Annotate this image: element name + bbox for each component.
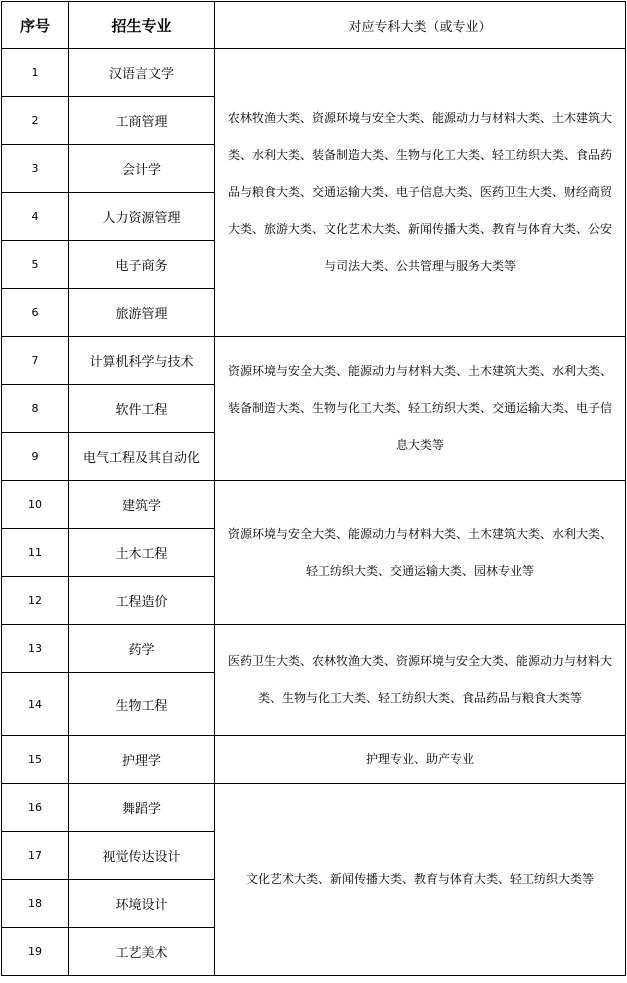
- row-major: 工程造价: [69, 577, 215, 625]
- row-major: 会计学: [69, 145, 215, 193]
- row-major: 旅游管理: [69, 289, 215, 337]
- row-index: 9: [2, 433, 69, 481]
- row-major: 生物工程: [69, 673, 215, 736]
- category-group-5: 护理专业、助产专业: [215, 736, 626, 784]
- row-major: 舞蹈学: [69, 784, 215, 832]
- row-major: 视觉传达设计: [69, 832, 215, 880]
- row-index: 1: [2, 49, 69, 97]
- row-index: 15: [2, 736, 69, 784]
- row-major: 汉语言文学: [69, 49, 215, 97]
- row-index: 2: [2, 97, 69, 145]
- row-index: 7: [2, 337, 69, 385]
- row-major: 软件工程: [69, 385, 215, 433]
- row-index: 19: [2, 928, 69, 976]
- table-row: [2, 625, 626, 673]
- row-major: 环境设计: [69, 880, 215, 928]
- row-index: 8: [2, 385, 69, 433]
- row-index: 16: [2, 784, 69, 832]
- table-row: [2, 49, 626, 97]
- major-category-table: [1, 1, 626, 976]
- category-group-4: 医药卫生大类、农林牧渔大类、资源环境与安全大类、能源动力与材料大类、生物与化工大类、轻工纺织大类、食品药品与粮食大类等: [215, 625, 626, 736]
- row-index: 4: [2, 193, 69, 241]
- table-row: [2, 736, 626, 784]
- row-index: 18: [2, 880, 69, 928]
- category-group-2: 资源环境与安全大类、能源动力与材料大类、土木建筑大类、水利大类、装备制造大类、生物与化工大类、轻工纺织大类、交通运输大类、电子信息大类等: [215, 337, 626, 481]
- row-major: 工艺美术: [69, 928, 215, 976]
- row-major: 工商管理: [69, 97, 215, 145]
- header-major: 招生专业: [69, 2, 215, 49]
- table-row: [2, 337, 626, 385]
- row-index: 3: [2, 145, 69, 193]
- row-index: 11: [2, 529, 69, 577]
- row-major: 电子商务: [69, 241, 215, 289]
- row-index: 10: [2, 481, 69, 529]
- category-group-3: 资源环境与安全大类、能源动力与材料大类、土木建筑大类、水利大类、轻工纺织大类、交通运输大类、园林专业等: [215, 481, 626, 625]
- row-index: 14: [2, 673, 69, 736]
- row-index: 17: [2, 832, 69, 880]
- row-index: 12: [2, 577, 69, 625]
- row-major: 建筑学: [69, 481, 215, 529]
- header-row: [2, 2, 626, 49]
- header-index: 序号: [2, 2, 69, 49]
- row-major: 护理学: [69, 736, 215, 784]
- header-category: 对应专科大类（或专业）: [215, 2, 626, 49]
- row-index: 5: [2, 241, 69, 289]
- row-major: 人力资源管理: [69, 193, 215, 241]
- row-major: 土木工程: [69, 529, 215, 577]
- row-index: 6: [2, 289, 69, 337]
- category-group-1: 农林牧渔大类、资源环境与安全大类、能源动力与材料大类、土木建筑大类、水利大类、装备制造大类、生物与化工大类、轻工纺织大类、食品药品与粮食大类、交通运输大类、电子信息大类、医药卫生大类、财经商贸大类、旅游大类、文化艺术大类、新闻传播大类、教育与体育大类、公安与司法大类、公共管理与服务大类等: [215, 49, 626, 337]
- table-row: [2, 784, 626, 832]
- row-index: 13: [2, 625, 69, 673]
- category-group-6: 文化艺术大类、新闻传播大类、教育与体育大类、轻工纺织大类等: [215, 784, 626, 976]
- table-row: [2, 481, 626, 529]
- row-major: 计算机科学与技术: [69, 337, 215, 385]
- row-major: 电气工程及其自动化: [69, 433, 215, 481]
- row-major: 药学: [69, 625, 215, 673]
